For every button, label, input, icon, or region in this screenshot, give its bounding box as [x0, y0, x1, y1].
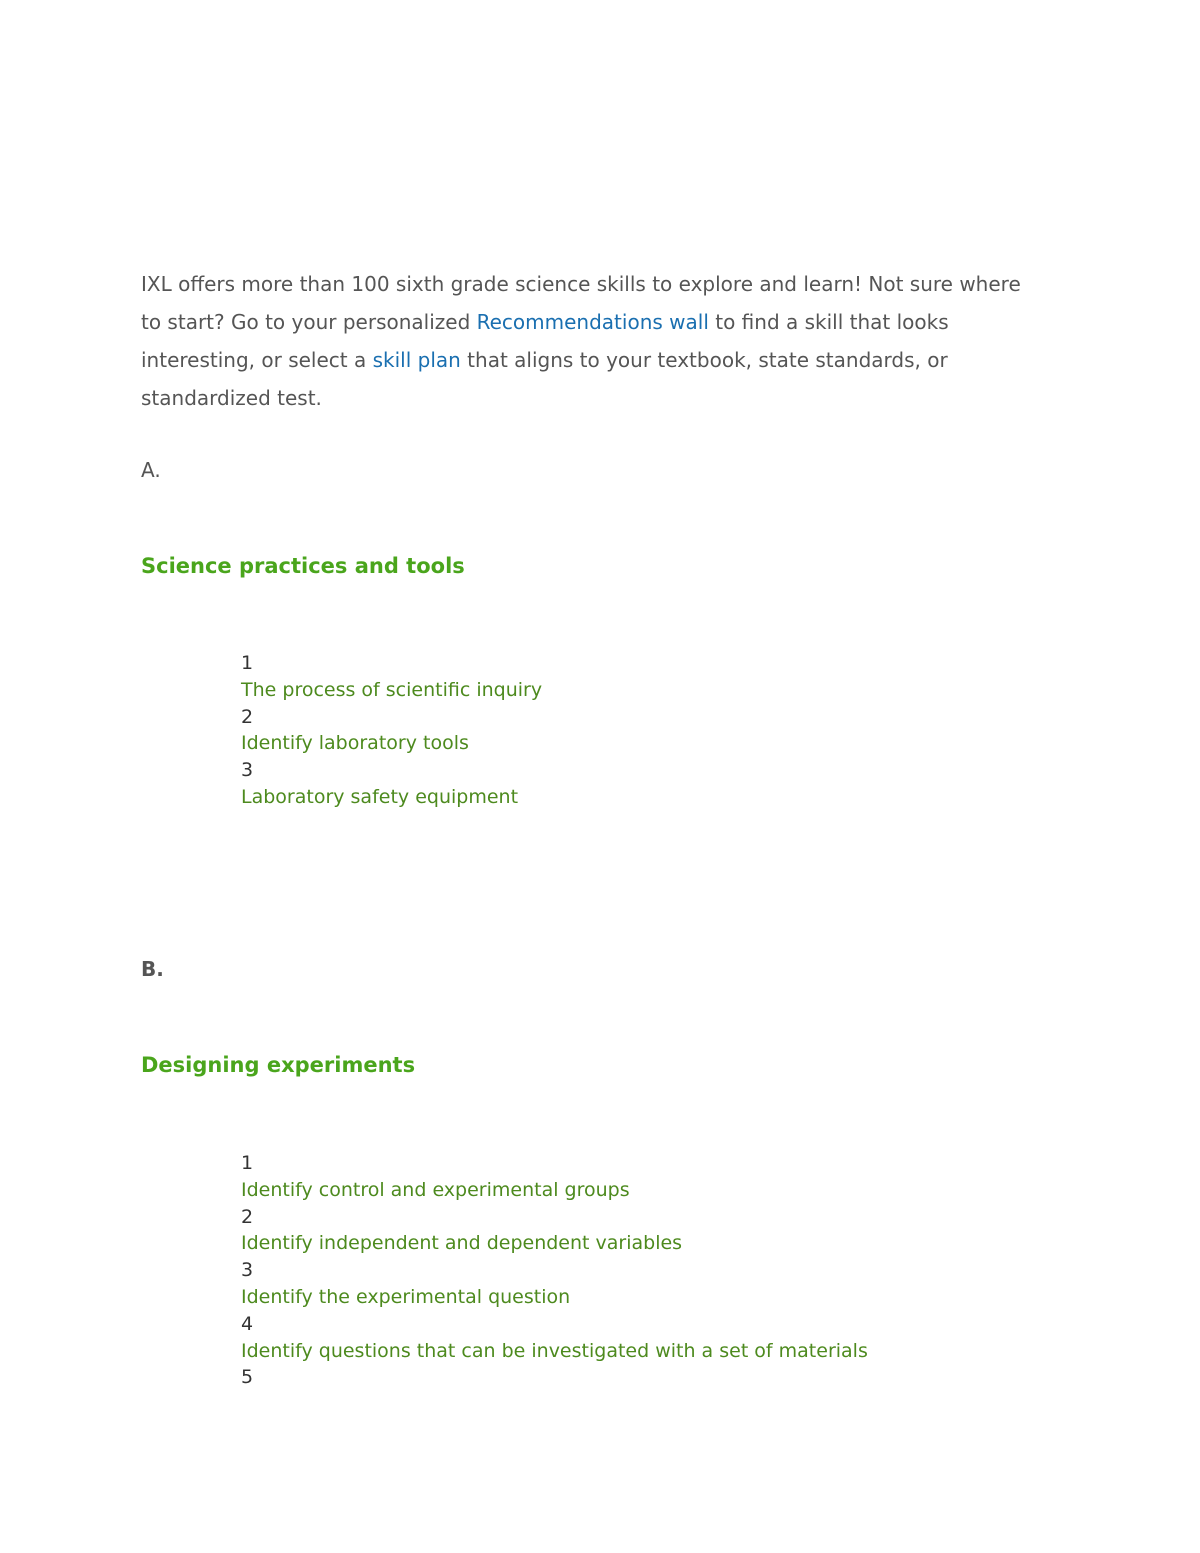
- skill-number: 3: [241, 1259, 254, 1282]
- intro-text-2: to find a skill that looks interesting, or select a: [141, 310, 949, 372]
- skill-link[interactable]: The process of scientific inquiry: [241, 678, 543, 701]
- list-item[interactable]: [241, 650, 542, 704]
- intro-text-3: that aligns to your textbook, state standards, or standardized test.: [141, 348, 948, 410]
- section-letter-b: B.: [141, 957, 164, 981]
- intro-text-1: IXL offers more than 100 sixth grade science skills to explore and learn! Not sure where to start? Go to your personalized: [141, 272, 1021, 334]
- intro-paragraph: [141, 265, 1041, 417]
- skill-link[interactable]: Identify the experimental question: [241, 1285, 571, 1308]
- skill-number: 3: [241, 759, 254, 782]
- skill-number: 4: [241, 1312, 254, 1335]
- recommendations-wall-link[interactable]: Recommendations wall: [476, 310, 709, 334]
- skill-number: 1: [241, 1152, 254, 1174]
- skill-list-a: [241, 650, 542, 811]
- skill-number: 2: [241, 1205, 254, 1228]
- skill-link[interactable]: Laboratory safety equipment: [241, 785, 519, 808]
- skill-number: 1: [241, 652, 254, 674]
- list-item[interactable]: [241, 757, 542, 811]
- list-item[interactable]: [241, 1150, 868, 1204]
- skill-plan-link[interactable]: skill plan: [372, 348, 461, 372]
- skill-link[interactable]: Identify independent and dependent variables: [241, 1232, 683, 1255]
- skill-link[interactable]: Identify laboratory tools: [241, 732, 469, 755]
- list-item[interactable]: [241, 704, 542, 758]
- skill-list-b: [241, 1150, 868, 1391]
- skill-number: 5: [241, 1366, 254, 1389]
- list-item[interactable]: [241, 1364, 868, 1391]
- section-letter-a: A.: [141, 458, 161, 482]
- section-title-science-practices: Science practices and tools: [141, 554, 465, 578]
- skill-link[interactable]: Identify questions that can be investigated with a set of materials: [241, 1339, 868, 1362]
- skill-link[interactable]: Identify control and experimental groups: [241, 1178, 630, 1201]
- list-item[interactable]: [241, 1257, 868, 1311]
- list-item[interactable]: [241, 1311, 868, 1365]
- list-item[interactable]: [241, 1204, 868, 1258]
- skill-number: 2: [241, 705, 254, 728]
- section-title-designing-experiments: Designing experiments: [141, 1053, 416, 1077]
